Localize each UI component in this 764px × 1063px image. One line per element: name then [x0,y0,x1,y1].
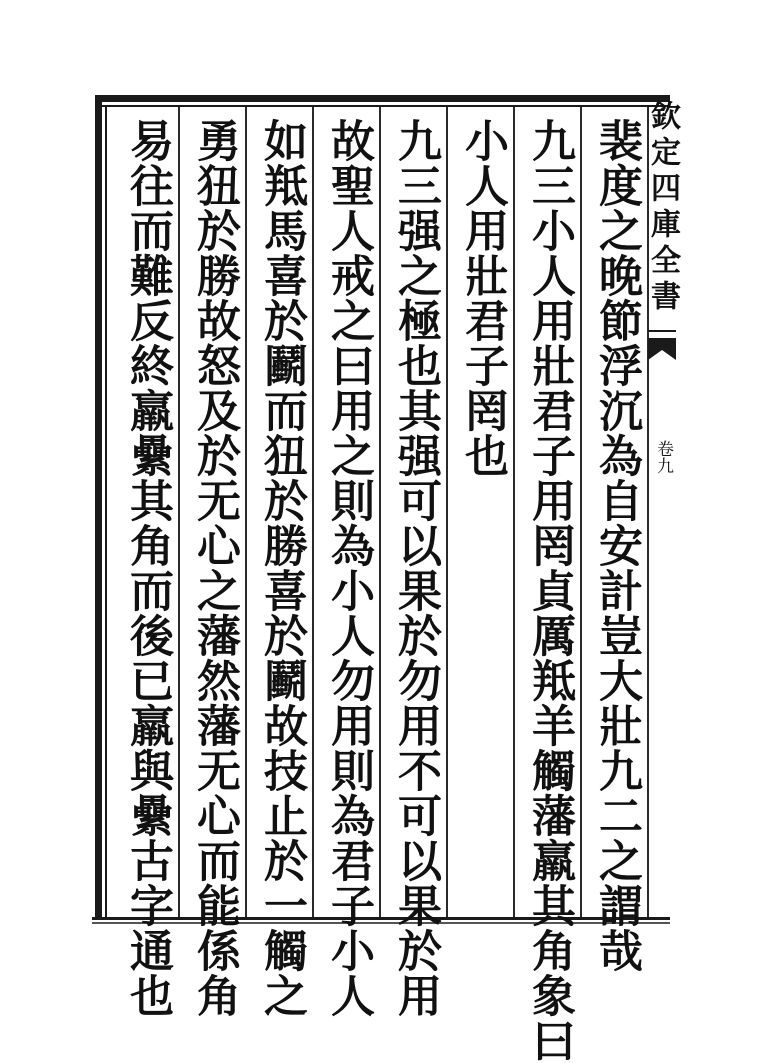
frame-bottom-border [92,917,670,920]
frame-left-inner-border [105,105,107,917]
column-divider [446,107,448,917]
book-title-margin: 欽定四庫全書 [645,100,680,316]
column-divider [312,107,314,917]
column-divider [513,107,515,917]
text-column-3: 小人用壯君子罔也 [457,118,508,478]
text-column-8: 易往而難反終羸纍其角而後已羸與纍古字通也 [122,118,173,1018]
text-column-1: 裴度之晚節浮沉為自安計豈大壯九二之謂哉 [591,118,642,973]
column-divider [580,107,582,917]
frame-bottom-inner-border [92,922,670,924]
margin-rule [648,330,676,332]
text-column-7: 勇狃於勝故怒及於无心之藩然藩无心而能係角 [189,118,240,1018]
column-divider [178,107,180,917]
text-column-4: 九三强之極也其强可以果於勿用不可以果於用 [390,118,441,1018]
frame-top-inner-border [95,105,670,107]
column-divider [245,107,247,917]
frame-left-border [95,95,102,920]
volume-label: 卷九 [653,440,673,474]
fish-tail-ornament-icon [648,338,676,368]
text-column-6: 如羝馬喜於鬬而狃於勝喜於鬬故技止於一觸之 [256,118,307,1018]
column-divider [379,107,381,917]
frame-top-border [95,95,670,102]
text-column-5: 故聖人戒之曰用之則為小人勿用則為君子小人 [323,118,374,1018]
text-column-2: 九三小人用壯君子用罔貞厲羝羊觸藩羸其角象曰 [524,118,575,1063]
